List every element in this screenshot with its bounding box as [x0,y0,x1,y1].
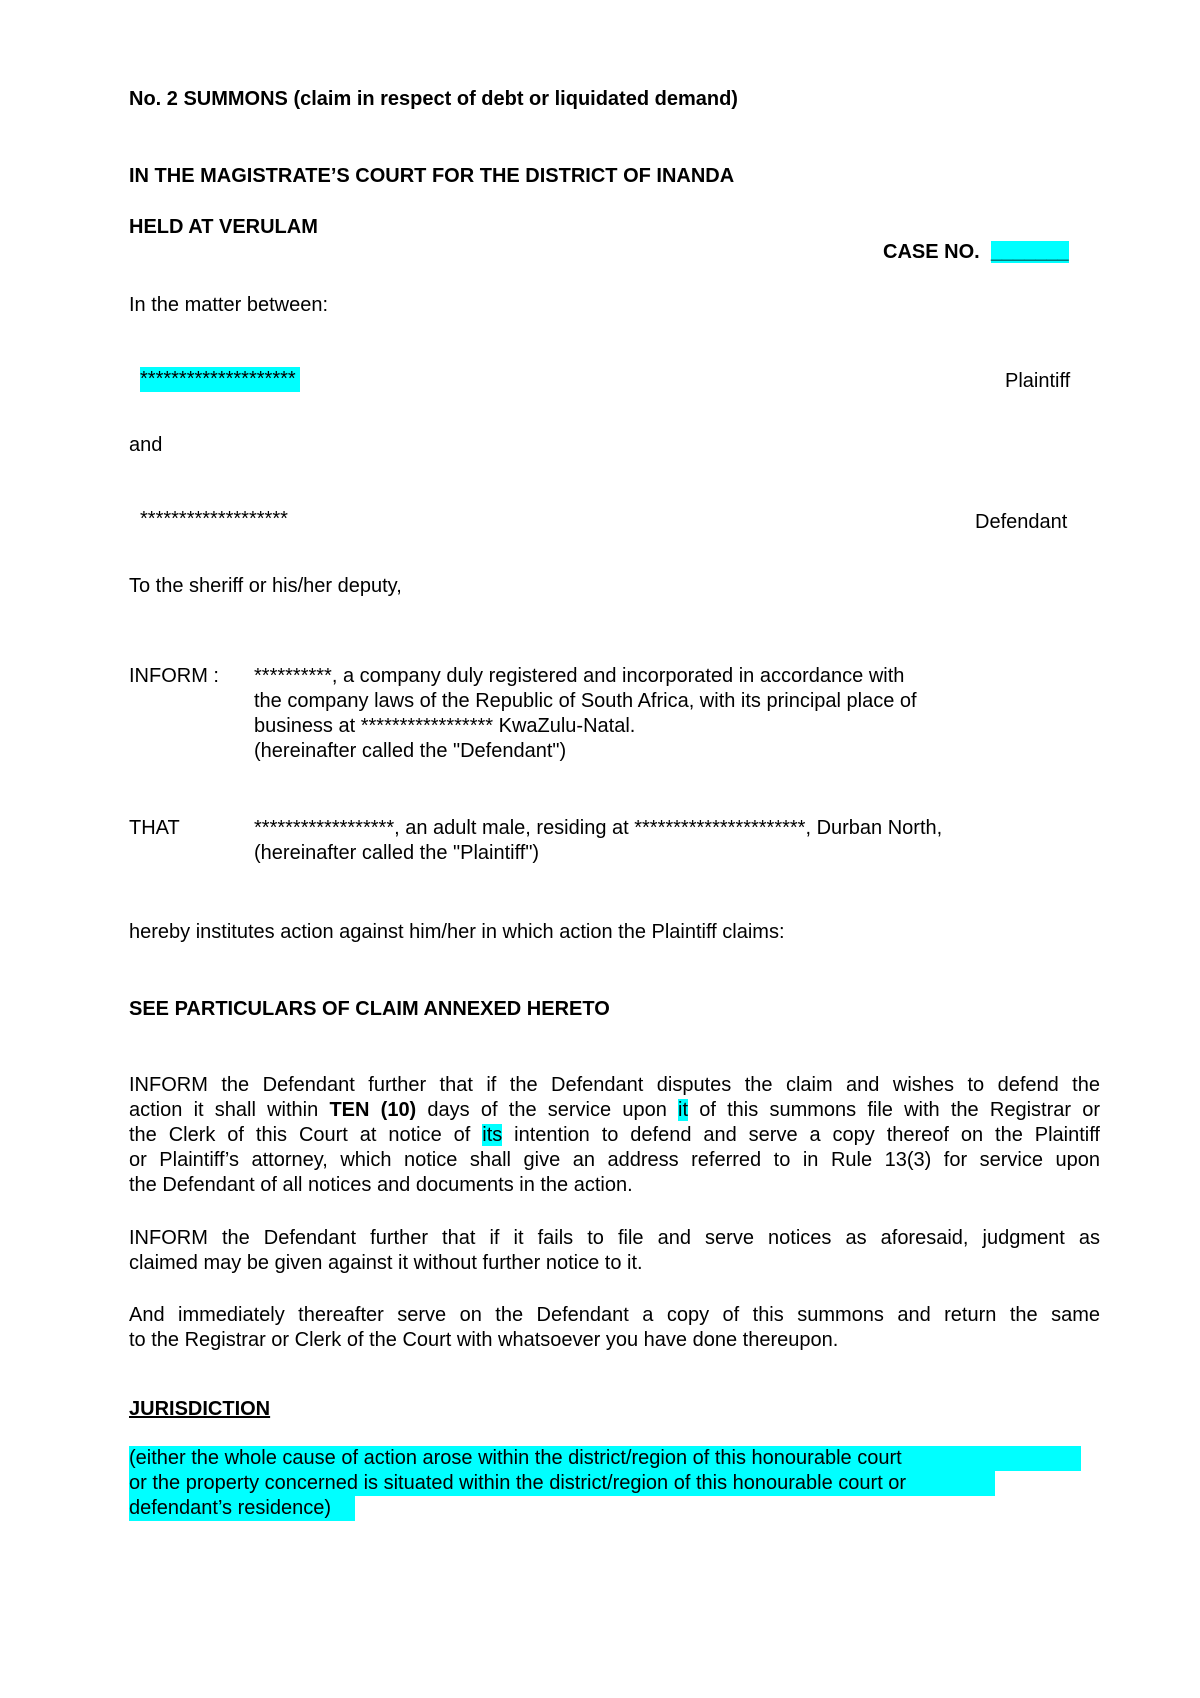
that-body [254,816,942,866]
inform-label: INFORM : [129,665,219,687]
plaintiff-name: ******************** [140,367,300,392]
institutes-text: hereby institutes action against him/her in which action the Plaintiff claims: [129,921,785,943]
plaintiff-role: Plaintiff [1005,370,1071,392]
para3-line-1: And immediately thereafter serve on the Defendant a copy of this summons and return the same [129,1304,1100,1326]
inform-line: (hereinafter called the "Defendant") [254,740,567,762]
highlight-its: its [482,1124,503,1146]
para2-line-2: claimed may be given against it without further notice to it. [129,1252,643,1274]
inform-body [254,664,917,764]
highlight-it: it [678,1099,689,1121]
case-number [883,240,1069,265]
that-line: ******************, an adult male, residing at **********************, Durban North, [254,817,943,839]
para1-text: action it shall within [129,1099,330,1121]
para1-text: of this summons file with the Registrar or [688,1099,1100,1121]
inform-line: the company laws of the Republic of South Africa, with its principal place of [254,690,917,712]
para1-text: days of the service upon [416,1099,679,1121]
para2-line-1: INFORM the Defendant further that if it fails to file and serve notices as aforesaid, judgment as [129,1227,1100,1249]
held-at: HELD AT VERULAM [129,216,318,238]
see-particulars: SEE PARTICULARS OF CLAIM ANNEXED HERETO [129,998,610,1020]
court-heading: IN THE MAGISTRATE’S COURT FOR THE DISTRICT OF INANDA [129,165,735,187]
jurisdiction-heading: JURISDICTION [129,1398,271,1420]
para3-line-2: to the Registrar or Clerk of the Court with whatsoever you have done thereupon. [129,1329,839,1351]
address-to: To the sheriff or his/her deputy, [129,575,402,597]
para1-line-4: or Plaintiff’s attorney, which notice shall give an address referred to in Rule 13(3) for service upon [129,1149,1100,1171]
para1-text: the Clerk of this Court at notice of [129,1124,483,1146]
para1-line-1: INFORM the Defendant further that if the Defendant disputes the claim and wishes to defend the [129,1074,1100,1096]
jurisdiction-line: (either the whole cause of action arose within the district/region of this honourable court [129,1446,1081,1471]
para1-line-5: the Defendant of all notices and documents in the action. [129,1174,633,1196]
inform-fail-paragraph [129,1226,1100,1276]
and-text: and [129,434,163,456]
defendant-role: Defendant [975,511,1068,533]
ten-days: TEN (10) [329,1099,417,1121]
serve-paragraph [129,1303,1100,1353]
inform-further-paragraph [129,1073,1100,1198]
jurisdiction-line: defendant’s residence) [129,1496,355,1521]
jurisdiction-line: or the property concerned is situated within the district/region of this honourable court or [129,1471,995,1496]
para1-line-3 [129,1123,1100,1148]
para1-line-2 [129,1098,1100,1123]
that-line: (hereinafter called the "Plaintiff") [254,842,540,864]
inform-line: business at ***************** KwaZulu-Natal. [254,715,636,737]
that-label: THAT [129,817,180,839]
inform-line: **********, a company duly registered and incorporated in accordance with [254,665,905,687]
matter-between: In the matter between: [129,294,329,316]
jurisdiction-text [129,1446,1081,1521]
form-title: No. 2 SUMMONS (claim in respect of debt or liquidated demand) [129,88,738,110]
defendant-name: ******************* [140,508,288,530]
case-number-label: CASE NO. [883,241,980,263]
para1-text: intention to defend and serve a copy thereof on the Plaintiff [502,1124,1100,1146]
case-number-value: _______ [990,241,1069,263]
